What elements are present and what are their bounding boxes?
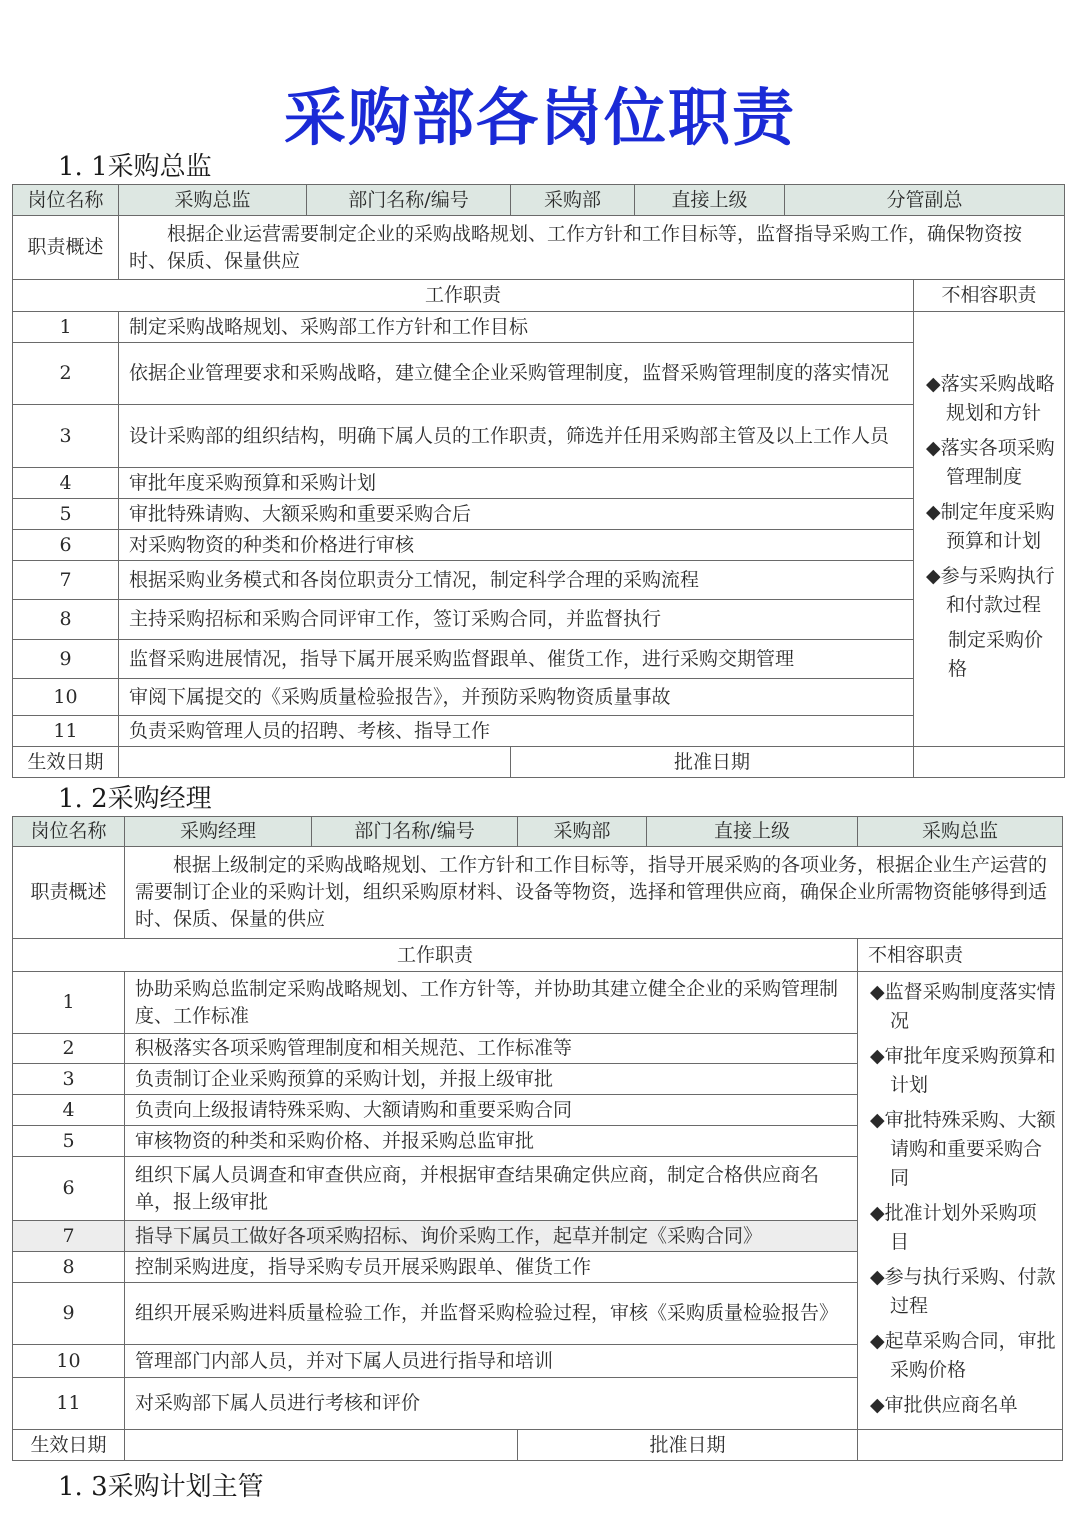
- overview-text: 根据企业运营需要制定企业的采购战略规划、工作方针和工作目标等，监督指导采购工作，确保物资按时、保质、保量供应: [119, 216, 1065, 280]
- duties-header: 工作职责: [13, 939, 858, 972]
- duty-text: 指导下属员工做好各项采购招标、询价采购工作，起草并制定《采购合同》: [125, 1221, 858, 1252]
- post-name-label: 岗位名称: [13, 817, 125, 847]
- incompatible-item: ◆起草采购合同，审批采购价格: [870, 1329, 1056, 1381]
- duty-no: 7: [13, 1221, 125, 1252]
- duty-table-1: [12, 184, 1065, 778]
- duty-no: 2: [13, 1034, 125, 1064]
- post-name-value: 采购经理: [125, 817, 312, 847]
- duty-no: 3: [13, 1064, 125, 1095]
- section-heading-3: 1. 3采购计划主管: [58, 1472, 264, 1502]
- overview-label: 职责概述: [13, 216, 119, 280]
- incompatible-item: ◆参与采购执行和付款过程: [926, 565, 1055, 616]
- duty-no: 11: [13, 1378, 125, 1430]
- section-heading-2: 1. 2采购经理: [58, 784, 212, 814]
- duty-text: 审批年度采购预算和采购计划: [119, 468, 914, 499]
- duty-text: 对采购物资的种类和价格进行审核: [119, 530, 914, 561]
- duty-no: 5: [13, 499, 119, 530]
- duty-text: 协助采购总监制定采购战略规划、工作方针等，并协助其建立健全企业的采购管理制度、工作标准: [125, 972, 858, 1034]
- duty-text: 组织开展采购进料质量检验工作，并监督采购检验过程，审核《采购质量检验报告》: [125, 1283, 858, 1345]
- approval-date-label: 批准日期: [518, 1430, 858, 1461]
- incompatible-item: ◆审批特殊采购、大额请购和重要采购合同: [870, 1108, 1056, 1189]
- duty-no: 10: [13, 679, 119, 716]
- duty-no: 10: [13, 1345, 125, 1378]
- duty-text: 负责向上级报请特殊采购、大额请购和重要采购合同: [125, 1095, 858, 1126]
- dept-label: 部门名称/编号: [307, 185, 511, 216]
- incompatible-header: 不相容职责: [858, 939, 1063, 972]
- duty-no: 1: [13, 312, 119, 343]
- duty-no: 4: [13, 1095, 125, 1126]
- effective-date-value: [125, 1430, 518, 1461]
- duty-no: 6: [13, 1157, 125, 1221]
- dept-label: 部门名称/编号: [312, 817, 518, 847]
- duty-text: 组织下属人员调查和审查供应商，并根据审查结果确定供应商，制定合格供应商名单，报上级审批: [125, 1157, 858, 1221]
- dept-value: 采购部: [511, 185, 635, 216]
- duty-no: 5: [13, 1126, 125, 1157]
- duty-no: 6: [13, 530, 119, 561]
- superior-label: 直接上级: [635, 185, 785, 216]
- effective-date-label: 生效日期: [13, 1430, 125, 1461]
- duty-no: 1: [13, 972, 125, 1034]
- superior-label: 直接上级: [647, 817, 858, 847]
- section-heading-1: 1. 1采购总监: [58, 152, 212, 182]
- incompatible-item: ◆监督采购制度落实情况: [870, 980, 1056, 1032]
- post-name-value: 采购总监: [119, 185, 307, 216]
- overview-text: 根据上级制定的采购战略规划、工作方针和工作目标等，指导开展采购的各项业务，根据企业生产运营的需要制订企业的采购计划，组织采购原材料、设备等物资，选择和管理供应商，确保企业所需物资能够得到适时、保质、保量的供应: [125, 847, 1063, 939]
- effective-date-value: [119, 747, 511, 778]
- incompatible-item: ◆审批供应商名单: [870, 1393, 1018, 1416]
- duty-no: 8: [13, 1252, 125, 1283]
- effective-date-label: 生效日期: [13, 747, 119, 778]
- incompatible-item: ◆落实采购战略规划和方针: [926, 373, 1055, 424]
- duty-no: 9: [13, 640, 119, 679]
- dept-value: 采购部: [518, 817, 647, 847]
- incompatible-list: [914, 312, 1065, 747]
- incompatible-header: 不相容职责: [914, 280, 1065, 312]
- duty-no: 8: [13, 600, 119, 640]
- superior-value: 采购总监: [858, 817, 1063, 847]
- duty-no: 7: [13, 561, 119, 600]
- approval-date-value: [858, 1430, 1063, 1461]
- duties-header: 工作职责: [13, 280, 914, 312]
- superior-value: 分管副总: [785, 185, 1065, 216]
- duty-text: 审批特殊请购、大额采购和重要采购合后: [119, 499, 914, 530]
- duty-no: 2: [13, 343, 119, 405]
- incompatible-item: ◆制定年度采购预算和计划: [926, 501, 1055, 552]
- duty-text: 负责采购管理人员的招聘、考核、指导工作: [119, 716, 914, 747]
- duty-no: 11: [13, 716, 119, 747]
- duty-no: 9: [13, 1283, 125, 1345]
- post-name-label: 岗位名称: [13, 185, 119, 216]
- incompatible-item: ◆批准计划外采购项 目: [870, 1201, 1037, 1253]
- incompatible-list: [858, 972, 1063, 1430]
- approval-date-value: [914, 747, 1065, 778]
- page-title: 采购部各岗位职责: [283, 81, 796, 154]
- duty-no: 3: [13, 405, 119, 468]
- duty-text: 审核物资的种类和采购价格、并报采购总监审批: [125, 1126, 858, 1157]
- duty-text: 对采购部下属人员进行考核和评价: [125, 1378, 858, 1430]
- duty-text: 监督采购进展情况，指导下属开展采购监督跟单、催货工作，进行采购交期管理: [119, 640, 914, 679]
- duty-text: 管理部门内部人员，并对下属人员进行指导和培训: [125, 1345, 858, 1378]
- duty-text: 积极落实各项采购管理制度和相关规范、工作标准等: [125, 1034, 858, 1064]
- duty-text: 根据采购业务模式和各岗位职责分工情况，制定科学合理的采购流程: [119, 561, 914, 600]
- duty-text: 负责制订企业采购预算的采购计划，并报上级审批: [125, 1064, 858, 1095]
- duty-table-2: [12, 816, 1063, 1461]
- duty-text: 依据企业管理要求和采购战略，建立健全企业采购管理制度，监督采购管理制度的落实情况: [119, 343, 914, 405]
- incompatible-item: ◆审批年度采购预算和计划: [870, 1044, 1056, 1096]
- approval-date-label: 批准日期: [511, 747, 914, 778]
- duty-text: 主持采购招标和采购合同评审工作，签订采购合同，并监督执行: [119, 600, 914, 640]
- incompatible-item: ◆落实各项采购管理制度: [926, 437, 1055, 488]
- overview-label: 职责概述: [13, 847, 125, 939]
- incompatible-item: 制定采购价格: [948, 629, 1044, 680]
- duty-text: 审阅下属提交的《采购质量检验报告》，并预防采购物资质量事故: [119, 679, 914, 716]
- incompatible-item: ◆参与执行采购、付款过程: [870, 1265, 1056, 1317]
- duty-text: 制定采购战略规划、采购部工作方针和工作目标: [119, 312, 914, 343]
- duty-text: 控制采购进度，指导采购专员开展采购跟单、催货工作: [125, 1252, 858, 1283]
- duty-text: 设计采购部的组织结构，明确下属人员的工作职责，筛选并任用采购部主管及以上工作人员: [119, 405, 914, 468]
- duty-no: 4: [13, 468, 119, 499]
